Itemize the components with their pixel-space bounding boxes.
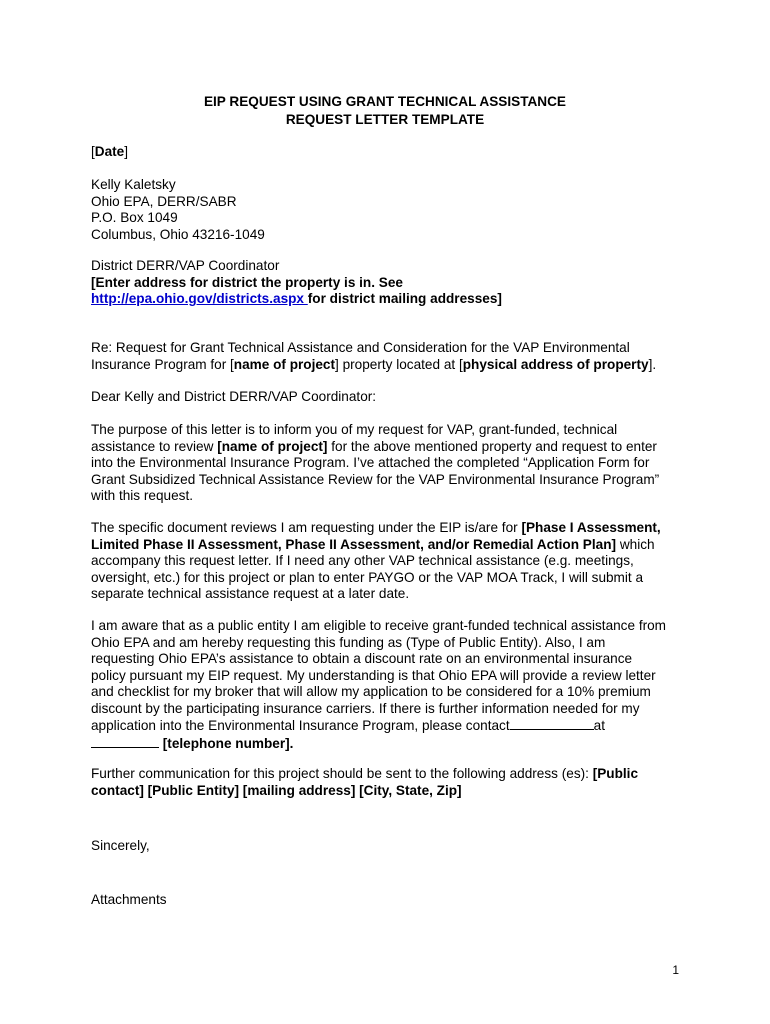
paragraph-communication: Further communication for this project should be sent to the following address (es): [Public contact] [Public Entity] [mailing address] [City, State, Zip] bbox=[91, 766, 639, 798]
document-title-line-1: EIP REQUEST USING GRANT TECHNICAL ASSISTANCE bbox=[203, 94, 567, 109]
district-address: District DERR/VAP Coordinator [Enter address for district the property is in. See http://epa.ohio.gov/districts.aspx for district mailing addresses] bbox=[91, 258, 691, 308]
recipient-address bbox=[91, 177, 691, 243]
contact-blank bbox=[510, 717, 594, 730]
telephone-blank bbox=[91, 735, 159, 748]
document-title-line-2: REQUEST LETTER TEMPLATE bbox=[285, 112, 485, 127]
page-number: 1 bbox=[672, 963, 679, 977]
paragraph-purpose: The purpose of this letter is to inform you of my request for VAP, grant-funded, technical assistance to review [name of project] for the above mentioned property and request to enter into the Environmental Insurance Program. I’ve attached the completed “Application Form for Grant Subsidized Technical Assistance Review for the VAP Environmental Insurance Program” with this request. bbox=[91, 422, 660, 503]
re-line: Re: Request for Grant Technical Assistance and Consideration for the VAP Environmental Insurance Program for [name of project] property located at [physical address of property]. bbox=[91, 340, 657, 372]
recipient-city: Columbus, Ohio 43216-1049 bbox=[91, 226, 265, 242]
attachments: Attachments bbox=[91, 892, 167, 907]
paragraph-document-reviews: The specific document reviews I am requesting under the EIP is/are for [Phase I Assessment, Limited Phase II Assessment, Phase II Assessment, and/or Remedial Action Plan] which accompany this request letter. If I need any other VAP technical assistance (e.g. meetings, oversight, etc.) for this project or plan to enter PAYGO or the VAP MOA Track, I will submit a separate technical assistance request at a later date. bbox=[91, 520, 661, 601]
date-placeholder: [Date] bbox=[91, 144, 129, 159]
districts-link[interactable]: http://epa.ohio.gov/districts.aspx bbox=[91, 291, 308, 306]
recipient-name: Kelly Kaletsky bbox=[91, 177, 176, 192]
recipient-org: Ohio EPA, DERR/SABR bbox=[91, 193, 237, 209]
salutation: Dear Kelly and District DERR/VAP Coordinator: bbox=[91, 389, 377, 404]
closing: Sincerely, bbox=[91, 838, 150, 853]
recipient-box: P.O. Box 1049 bbox=[91, 210, 178, 225]
district-instruction: [Enter address for district the property is in. See bbox=[91, 274, 403, 290]
paragraph-public-entity: I am aware that as a public entity I am eligible to receive grant-funded technical assistance from Ohio EPA and am hereby requesting this funding as (Type of Public Entity). Also, I am requesting Ohio EPA’s assistance to obtain a discount rate on an environmental insurance policy pursuant my EIP request. My understanding is that Ohio EPA will provide a review letter and checklist for my broker that will allow my application to be considered for a 10% premium discount by the participating insurance carriers. If there is further information needed for my application into the Environmental Insurance Program, please contact at [telephone number]. bbox=[91, 618, 667, 751]
district-title: District DERR/VAP Coordinator bbox=[91, 258, 280, 273]
